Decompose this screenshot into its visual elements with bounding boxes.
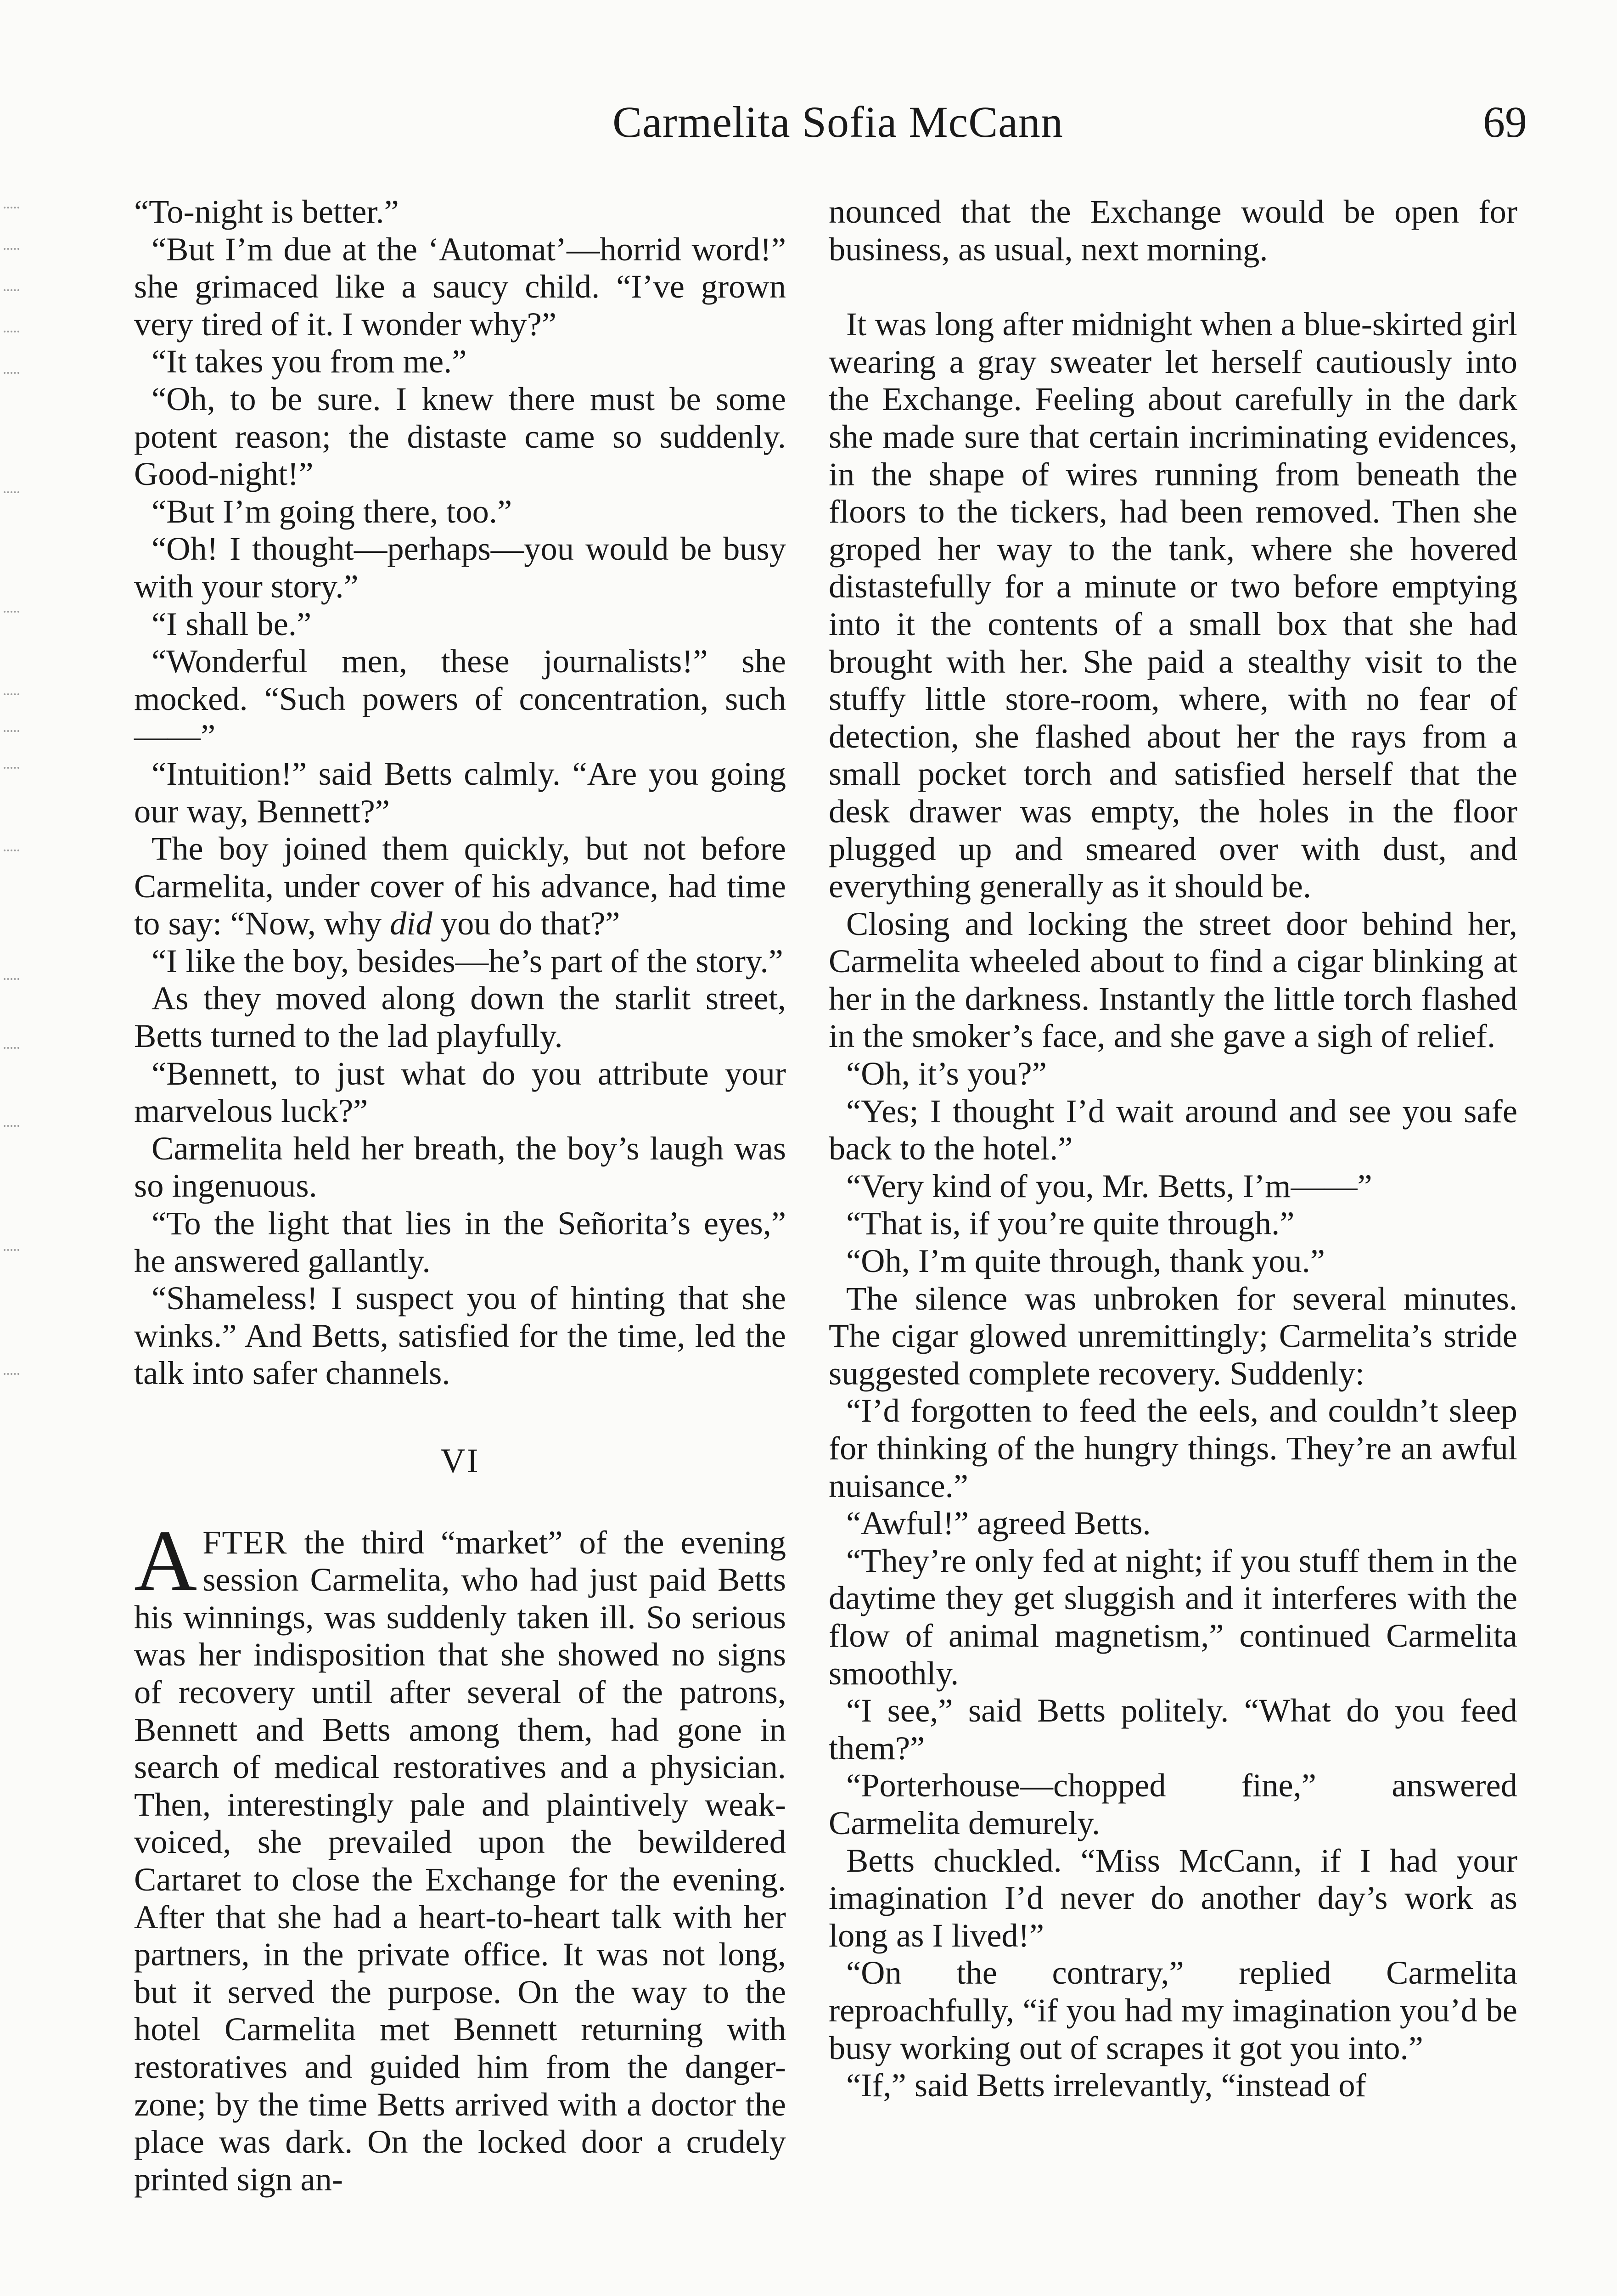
paragraph: The silence was unbroken for several minutes. The cigar glowed unremittingly; Carmelita’s stride suggested complete recovery. Suddenly: (829, 1279, 1517, 1392)
paragraph: “Intuition!” said Betts calmly. “Are you going our way, Bennett?” (134, 754, 786, 830)
right-column (829, 193, 1517, 2104)
paragraph: “Awful!” agreed Betts. (846, 1504, 1151, 1542)
gutter-mark (4, 289, 19, 291)
paragraph: “Oh! I thought—perhaps—you would be busy with your story.” (134, 530, 786, 605)
gutter-mark (4, 1373, 19, 1375)
gutter-mark (4, 850, 19, 851)
text-run: the third “market” of the evening session Carmelita, who had just paid Betts his winnings, was suddenly taken ill. So serious was her indisposition that she showed no signs of recovery until after several of the patrons, Bennett and Betts among them, had gone in search of medical restoratives and a physician. Then, interestingly pale and plaintively weak-voiced, she prevailed upon the bewildered Cartaret to close the Exchange for the evening. After that she had a heart-to-heart talk with her partners, in the private office. It was not long, but it served the purpose. On the way to the hotel Carmelita met Bennett returning with restoratives and guided him from the danger-zone; by the time Betts arrived with a doctor the place was dark. On the locked door a crudely printed sign an- (134, 1523, 786, 2198)
gutter-mark (4, 693, 19, 695)
paragraph: “It takes you from me.” (152, 343, 467, 380)
paragraph: “But I’m due at the ‘Automat’—horrid word!” she grimaced like a saucy child. “I’ve grown very tired of it. I wonder why?” (134, 230, 786, 343)
gutter-mark (4, 730, 19, 732)
paragraph: Closing and locking the street door behind her, Carmelita wheeled about to find a cigar blinking at her in the darkness. Instantly the little torch flashed in the smoker’s face, and she gave a sigh of relief. (829, 905, 1517, 1055)
paragraph: “Wonderful men, these journalists!” she mocked. “Such powers of concentration, such——” (134, 642, 786, 755)
paragraph: “I see,” said Betts politely. “What do you feed them?” (829, 1692, 1517, 1767)
gutter-mark (4, 1125, 19, 1127)
italic-word: did (390, 905, 432, 942)
running-title: Carmelita Sofia McCann (612, 97, 1063, 146)
paragraph: “Oh, it’s you?” (846, 1055, 1047, 1092)
paragraph: “If,” said Betts irrelevantly, “instead of (846, 2066, 1366, 2104)
gutter-mark (4, 611, 19, 613)
gutter-mark (4, 767, 19, 769)
paragraph: Betts chuckled. “Miss McCann, if I had your imagination I’d never do another day’s work as long as I lived!” (829, 1841, 1517, 1954)
section-heading: VI (440, 1442, 480, 1480)
left-column (134, 193, 786, 2198)
paragraph: “I like the boy, besides—he’s part of the story.” (152, 942, 783, 979)
paragraph: “Shameless! I suspect you of hinting that she winks.” And Betts, satisfied for the time, led the talk into safer channels. (134, 1279, 786, 1392)
text-run: you do that?” (432, 905, 620, 942)
paragraph: “I shall be.” (152, 605, 312, 642)
paragraph: It was long after midnight when a blue-skirted girl wearing a gray sweater let herself cautiously into the Exchange. Feeling about carefully in the dark she made sure that certain incriminating evidences, in the shape of wires running from beneath the floors to the tickers, had been removed. Then she groped her way to the tank, where she hovered distastefully for a minute or two before emptying into it the contents of a small box that she had brought with her. She paid a stealthy visit to the stuffy little store-room, where, with no fear of detection, she flashed about her the rays from a small pocket torch and satisfied herself that the desk drawer was empty, the holes in the floor plugged up and smeared over with dust, and everything generally as it should be. (829, 305, 1517, 905)
gutter-scan-marks (0, 197, 28, 1437)
paragraph: “Very kind of you, Mr. Betts, I’m——” (846, 1167, 1372, 1204)
paragraph: “That is, if you’re quite through.” (846, 1204, 1295, 1242)
paragraph: “Oh, I’m quite through, thank you.” (846, 1242, 1325, 1280)
paragraph: “I’d forgotten to feed the eels, and couldn’t sleep for thinking of the hungry things. They’re an awful nuisance.” (829, 1392, 1517, 1504)
gutter-mark (4, 491, 19, 493)
gutter-mark (4, 331, 19, 332)
section-opening-paragraph (134, 1512, 786, 2198)
paragraph: “They’re only fed at night; if you stuff them in the daytime they get sluggish and it interferes with the flow of animal magnetism,” continued Carmelita smoothly. (829, 1542, 1517, 1692)
text-run: The boy joined them quickly, but not before Carmelita, under cover of his advance, had time to say: “Now, why (134, 830, 786, 942)
page-number: 69 (1483, 97, 1527, 146)
paragraph: “To the light that lies in the Señorita’s eyes,” he answered gallantly. (134, 1204, 786, 1279)
paragraph-with-italic (134, 830, 786, 942)
gutter-mark (4, 207, 19, 208)
paragraph: “To-night is better.” (134, 193, 399, 230)
gutter-mark (4, 1249, 19, 1251)
paragraph: “Bennett, to just what do you attribute your marvelous luck?” (134, 1054, 786, 1130)
paragraph: “Yes; I thought I’d wait around and see you safe back to the hotel.” (829, 1092, 1517, 1167)
continued-paragraph: nounced that the Exchange would be open for business, as usual, next morning. (829, 193, 1517, 268)
gutter-mark (4, 248, 19, 250)
drop-cap: A (134, 1512, 197, 1609)
gutter-mark (4, 978, 19, 980)
paragraph: “But I’m going there, too.” (152, 492, 512, 530)
paragraph: As they moved along down the starlit street, Betts turned to the lad playfully. (134, 979, 786, 1055)
paragraph: “On the contrary,” replied Carmelita reproachfully, “if you had my imagination you’d be busy working out of scrapes it got you into.” (829, 1954, 1517, 2066)
paragraph: “Porterhouse—chopped fine,” answered Carmelita demurely. (829, 1767, 1517, 1841)
opening-word: FTER (202, 1523, 288, 1561)
gutter-mark (4, 1047, 19, 1049)
paragraph: “Oh, to be sure. I knew there must be some potent reason; the distaste came so suddenly. Good-night!” (134, 380, 786, 493)
paragraph: Carmelita held her breath, the boy’s laugh was so ingenuous. (134, 1129, 786, 1204)
gutter-mark (4, 372, 19, 374)
